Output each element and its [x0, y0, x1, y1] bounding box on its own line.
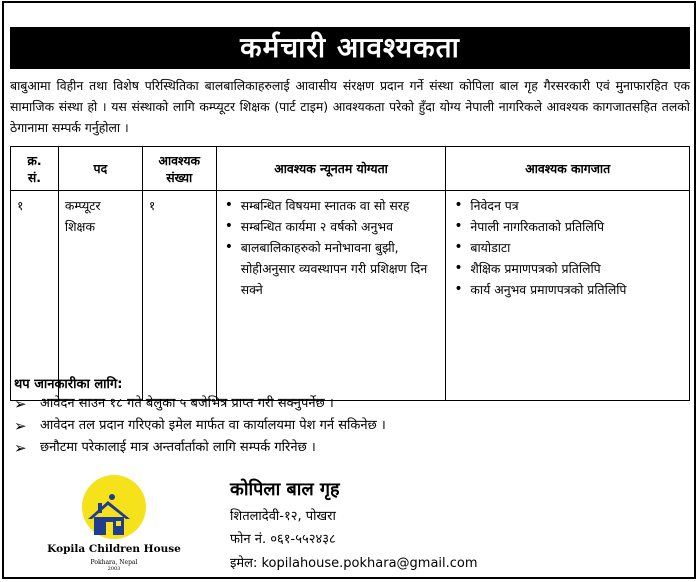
arrow-bullet-icon: ➢ [14, 395, 27, 413]
notice-title: कर्मचारी आवश्यकता [10, 27, 690, 69]
list-item: • निवेदन पत्र [452, 195, 683, 216]
list-item: • सम्बन्धित विषयमा स्नातक वा सो सरह [223, 195, 440, 216]
more-info-title: थप जानकारीका लागि: [14, 377, 123, 392]
cell-post: कम्प्यूटर शिक्षक [58, 191, 142, 401]
intro-paragraph: बाबुआमा विहीन तथा विशेष परिस्थितिका बालबालिकाहरुलाई आवासीय संरक्षण प्रदान गर्ने संस्था कोपिला बाल गृह गैरसरकारी एवं मुनाफारहित एक सामाजिक संस्था हो । यस संस्थाको लागि कम्प्यूटर शिक्षक (पार्ट टाइम) आवश्यकता परेको हुँदा योग्य नेपाली नागरिकले आवश्यक कागजातसहित तलको ठेगानामा सम्पर्क गर्नुहोला । [10, 78, 690, 135]
header-post: पद [58, 147, 142, 191]
list-item: • शैक्षिक प्रमाणपत्रको प्रतिलिपि [452, 258, 683, 279]
arrow-bullet-icon: ➢ [14, 417, 27, 435]
organization-email[interactable]: इमेल: kopilahouse.pokhara@gmail.com [230, 556, 478, 571]
notice-page [2, 1, 696, 579]
header-qualification: आवश्यक न्यूनतम योग्यता [216, 147, 446, 191]
organization-address: शितलादेवी-१२, पोखरा [230, 509, 336, 524]
cell-count: १ [142, 191, 216, 401]
table-header-row [11, 147, 690, 191]
cell-documents [446, 191, 690, 401]
header-documents: आवश्यक कागजात [446, 147, 690, 191]
list-item: ➢ छनौटमा परेकालाई मात्र अन्तर्वार्ताको लागि सम्पर्क गरिनेछ । [14, 439, 316, 457]
logo-place: Pokhara, Nepal [90, 559, 138, 566]
organization-phone: फोन नं. ०६१-५५२४३८ [230, 532, 336, 547]
header-required-count: आवश्यक संख्या [142, 147, 216, 191]
house-sun-logo-icon [44, 473, 184, 545]
table-row [11, 191, 690, 401]
header-serial: क्र. सं. [11, 147, 59, 191]
list-item: ➢ आवेदन तल प्रदान गरिएको इमेल मार्फत वा कार्यालयमा पेश गर्न सकिनेछ । [14, 417, 386, 435]
list-item: ➢ आवेदन साउन १८ गते बेलुका ५ बजेभित्र प्राप्त गरी सक्नुपर्नेछ । [14, 395, 334, 413]
list-item: • बालबालिकाहरुको मनोभावना बुझी, सोहीअनुसार व्यवस्थापन गरी प्रशिक्षण दिन सक्ने [223, 237, 440, 300]
more-info-list [14, 393, 684, 459]
cell-qualifications [216, 191, 446, 401]
list-item: • सम्बन्धित कार्यमा २ वर्षको अनुभव [223, 216, 440, 237]
cell-serial: १ [11, 191, 59, 401]
organization-logo [44, 473, 184, 578]
logo-name: Kopila Children House [47, 543, 181, 555]
requirements-table [10, 146, 690, 401]
arrow-bullet-icon: ➢ [14, 439, 27, 457]
list-item: • नेपाली नागरिकताको प्रतिलिपि [452, 216, 683, 237]
list-item: • कार्य अनुभव प्रमाणपत्रको प्रतिलिपि [452, 279, 683, 300]
list-item: • बायोडाटा [452, 237, 683, 258]
organization-name: कोपिला बाल गृह [230, 479, 340, 500]
logo-year: 2003 [107, 566, 121, 572]
